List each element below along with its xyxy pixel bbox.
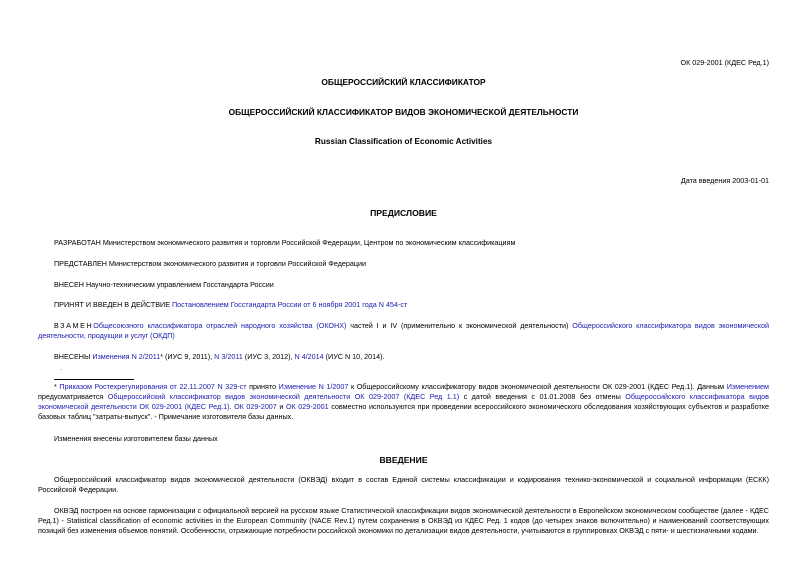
footnote-divider	[54, 379, 134, 380]
footnote-text-2: к Общероссийскому классификатору видов экономической деятельности ОК 029-2001 (КДЕС Ред.1). Данным	[348, 382, 727, 391]
amendment-3-2011-link[interactable]: N 3/2011	[214, 352, 243, 361]
title-okved: ОБЩЕРОССИЙСКИЙ КЛАССИФИКАТОР ВИДОВ ЭКОНОМИЧЕСКОЙ ДЕЯТЕЛЬНОСТИ	[228, 107, 579, 117]
ok-029-2001-link[interactable]: ОК 029-2001	[285, 402, 329, 411]
developed-paragraph: РАЗРАБОТАН Министерством экономического развития и торговли Российской Федерации, Центром по экономическим классификациям	[54, 238, 516, 247]
footnote-text-5: .	[229, 402, 235, 411]
amendment-text-3: (ИУС N 10, 2014).	[323, 352, 385, 361]
title-classifier: ОБЩЕРОССИЙСКИЙ КЛАССИФИКАТОР	[321, 77, 486, 87]
introduced-paragraph: ВНЕСЕН Научно-техническим управлением Госстандарта России	[54, 280, 274, 289]
introduction-paragraph-1: Общероссийский классификатор видов экономической деятельности (ОКВЭД) входит в состав Единой системы классификации и кодирования технико-экономической и социальной информации (ЕСКК) Российской Федерации.	[38, 475, 769, 494]
amendment-2-2011-link[interactable]: Изменения N 2/2011	[92, 352, 161, 361]
amendment-4-2014-link[interactable]: N 4/2014	[294, 352, 324, 361]
amendment-text-2: (ИУС 3, 2012),	[242, 352, 295, 361]
footnote-text-6: и	[276, 402, 286, 411]
foreword-heading: ПРЕДИСЛОВИЕ	[370, 208, 437, 218]
change-1-2007-link[interactable]: Изменение N 1/2007	[278, 382, 349, 391]
okdp-link[interactable]: Общероссийского классификатора видов экономической деятельности, продукции и услуг (ОКДП)	[38, 321, 769, 340]
change-link[interactable]: Изменением	[726, 382, 769, 391]
document-number: ОК 029-2001 (КДЕС Ред.1)	[680, 58, 769, 67]
adopted-paragraph	[38, 300, 769, 310]
amendments-prefix: ВНЕСЕНЫ	[54, 352, 93, 361]
amendment-text-1: * (ИУС 9, 2011),	[160, 352, 215, 361]
replaces-word: ВЗАМЕН	[54, 321, 94, 330]
introduction-heading: ВВЕДЕНИЕ	[379, 455, 428, 465]
replaces-middle: частей I и IV (применительно к экономической деятельности)	[346, 321, 573, 330]
stray-dot: .	[60, 365, 62, 372]
okonh-link[interactable]: Общесоюзного классификатора отраслей народного хозяйства (ОКОНХ)	[93, 321, 347, 330]
footnote-text-3: предусматривается	[38, 392, 108, 401]
presented-paragraph: ПРЕДСТАВЛЕН Министерством экономического развития и торговли Российской Федерации	[54, 259, 367, 268]
footnote-text-4: с датой введения с 01.01.2008 без отмены	[459, 392, 626, 401]
title-english: Russian Classification of Economic Activities	[314, 137, 493, 146]
footnote-star: *	[54, 382, 60, 391]
adopted-prefix: ПРИНЯТ И ВВЕДЕН В ДЕЙСТВИЕ	[54, 300, 173, 309]
ok-029-2007-full-link[interactable]: Общероссийский классификатор видов экономической деятельности ОК 029-2007 (КДЕС Ред 1.1)	[107, 392, 460, 401]
rosteh-order-link[interactable]: Приказом Ростехрегулирования от 22.11.2007 N 329-ст	[59, 382, 247, 391]
replaces-paragraph	[38, 321, 769, 341]
amendments-paragraph	[38, 352, 769, 362]
ok-029-2001-full-link[interactable]: Общероссийского классификатора видов экономической деятельности ОК 029-2001 (КДЕС Ред.1)	[38, 392, 769, 411]
introduction-paragraph-2: ОКВЭД построен на основе гармонизации с официальной версией на русском языке Статистической классификации видов экономической деятельности в Европейском экономическом сообществе (далее - КДЕС Ред.1) - Statistical classification of economic activities in the European Community (NACE Rev.1) путем сохранения в ОКВЭД из КДЕС Ред. 1 кодов (до четырех знаков включительно) и наименований соответствующих позиций без изменения объемов понятий. Особенности, отражающие потребности российской экономики по детализации видов деятельности, учитываются в группировках ОКВЭД с пяти- и шестизначными кодами.	[38, 506, 769, 535]
footnote-text-1: принято	[246, 382, 279, 391]
footnote-paragraph	[38, 382, 769, 422]
changes-note: Изменения внесены изготовителем базы данных	[54, 434, 218, 443]
introduction-date: Дата введения 2003-01-01	[680, 176, 769, 185]
ok-029-2007-link[interactable]: ОК 029-2007	[234, 402, 277, 411]
adopted-decree-link[interactable]: Постановлением Госстандарта России от 6 ноября 2001 года N 454-ст	[172, 300, 408, 309]
footnote-text-7: совместно используются при проведении всероссийского экономического обследования хозяйствующих субъектов и разработке базовых таблиц "затраты-выпуск". - Примечание изготовителя базы данных.	[38, 402, 769, 421]
